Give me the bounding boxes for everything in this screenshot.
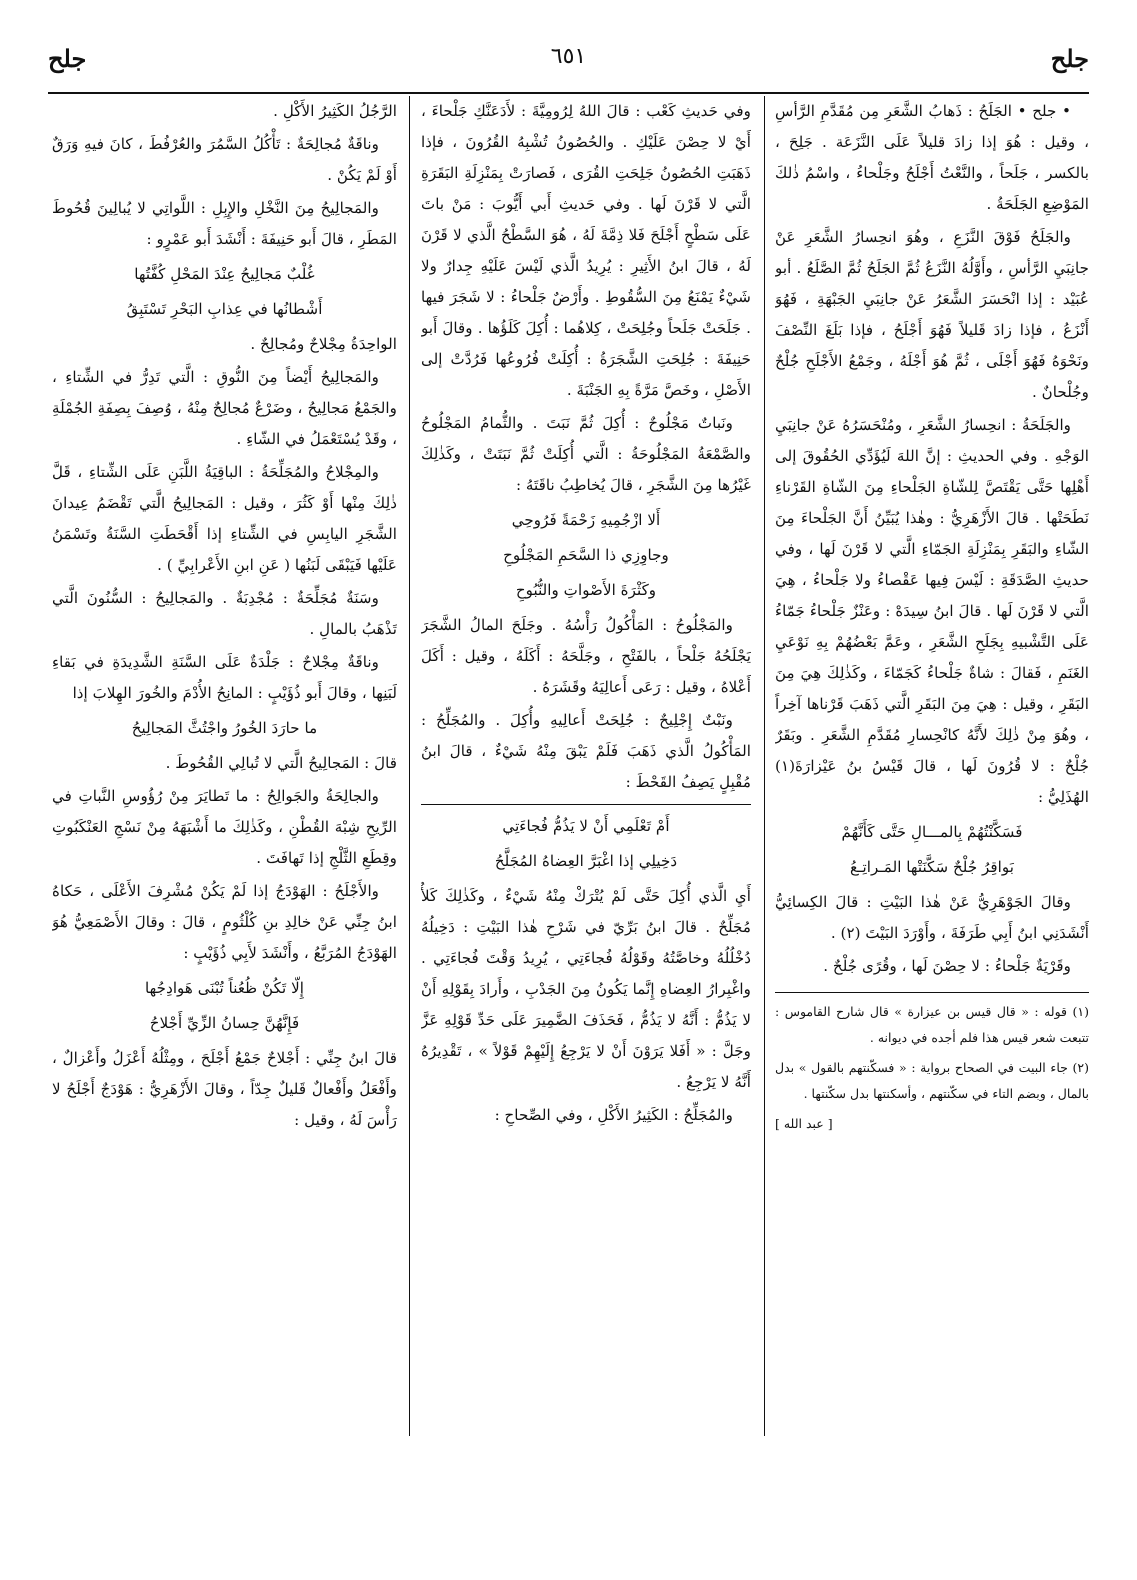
verse-line: بَواقِرُ جُلْحٌ سَكَّنَتْها المَـراتِـعُ: [850, 858, 1014, 876]
verse-line: أَلا ازْجُمِيهِ زَحْمَةً فَرُوحِي: [511, 511, 661, 529]
header-rule: [48, 92, 1089, 94]
paragraph: • جلح • الجَلَحُ : ذَهابُ الشَّعَرِ مِن مُقَدَّمِ الرَّأسِ ، وقيل : هُوَ إذا زادَ قليلاً عَلَى النَّزَعَة . جَلِحَ ، بالكسر ، جَلَحاً ، والنَّعْتُ أَجْلَحُ وجَلْحاءُ ، واسْمُ ذٰلكَ المَوْضِعِ الجَلَحَةُ .: [775, 102, 1089, 213]
paragraph: وقَرْيَةٌ جَلْحاءُ : لا حِصْنَ لَها ، وقُرًى جُلْحٌ .: [823, 957, 1071, 975]
paragraph: والأَجْلَحُ : الهَوْدَجُ إذا لَمْ يَكُنْ مُشْرِفَ الأَعْلَى ، حَكاهُ ابنُ جِنِّي عَنْ خالِدِ بنِ كُلْثُومٍ ، قالَ : وقالَ الأَصْمَعِيُّ هُوَ الهَوْدَجُ المُرَبَّعُ ، وأَنْشَدَ لأَبِي ذُؤَيْبٍ :: [52, 882, 397, 962]
paragraph: وسَنَةٌ مُجَلِّحَةٌ : مُجْدِبَةٌ . والمَجالِيحُ : السُّنُونَ الَّتي تَذْهَبُ بالمالِ .: [52, 589, 397, 638]
verse-line: ما حارَدَ الخُورُ واجْتُثَّ المَجالِيحُ: [131, 719, 318, 737]
running-head-left: جلح: [48, 44, 87, 73]
footnote: (٢) جاء البيت في الصحاح برواية : « فسكّنتهم بالقول » بدل بالمال ، وبضم التاء في سكّنتهم ، وأسكنتها بدل سكّنتها .: [775, 1060, 1089, 1101]
verse-line: غُلْبٌ مَجالِيحُ عِنْدَ المَحْلِ كُفَّتُها: [134, 265, 315, 283]
paragraph: والجَلَحَةُ : انحِسارُ الشَّعَرِ ، ومُنْحَسَرُهُ عَنْ جانِبَيِ الوَجْهِ . وفي الحديثِ : إنَّ اللهَ لَيُؤَدِّي الحُقُوقَ إلى أَهْلِها حَتَّى يَقْتَصَّ لِلشّاةِ الجَلْحاءِ مِنَ الشّاةِ القَرْناءِ نَطَحَتْها . قالَ الأَزْهَرِيُّ : وهٰذا يُبَيِّنُ أَنَّ الجَلْحاءَ مِنَ الشّاءِ والبَقَرِ بِمَنْزِلَةِ الجَمّاءِ الَّتي لا قَرْنَ لَها ، وفي حديثِ الصَّدَقَةِ : لَيْسَ فِيها عَقْصاءُ ولا جَلْحاءُ ، هِيَ الَّتي لا قَرْنَ لَها . قالَ ابنُ سِيدَهْ : وعَنْزٌ جَلْحاءُ جَمّاءُ عَلَى التَّشْبيهِ بِجَلَحِ الشَّعَرِ ، وعَمَّ بَعْضُهُمْ بِهِ نَوْعَيِ الغَنَمِ ، فَقالَ : شاةٌ جَلْحاءُ كَجَمّاءَ ، وكَذٰلِكَ هِيَ مِنَ البَقَرِ ، وقيل : هِيَ مِنَ البَقَرِ الَّتي ذَهَبَ قَرْناها آخِراً ، وهُوَ مِنْ ذٰلِكَ لأَنَّهُ كانْحِسارِ مُقَدَّمِ الشَّعَرِ . وبَقَرٌ جُلْحٌ : لا قُرُونَ لَها ، قالَ قَيْسُ بنُ عَيْزارَةَ(١) الهُذَلِيُّ :: [775, 416, 1089, 806]
verse-line: أَشْطانُها في عِذابِ البَحْرِ تَسْتَبِقُ: [126, 300, 323, 318]
paragraph: ونَبْتٌ إِجْلِيحٌ : جُلِحَتْ أَعالِيهِ وأُكِلَ . والمُجَلِّحُ : المَأْكُولُ الَّذي ذَهَبَ فَلَمْ يَبْقَ مِنْهُ شَيْءٌ ، قالَ ابنُ مُقْبِلٍ يَصِفُ القَحْطَ :: [421, 711, 751, 791]
paragraph: والمَجْلُوحُ : المَأْكُولُ رَأْسُهُ . وجَلَحَ المالُ الشَّجَرَ يَجْلَحُهُ جَلْحاً ، بالفَتْحِ ، وجَلَّحَهُ : أَكَلَهُ ، وقيل : أَكَلَ أَعْلاهُ ، وقيل : رَعَى أَعالِيَهُ وقَشَرَهُ .: [421, 616, 751, 696]
running-head-right: جلح: [1050, 44, 1089, 73]
verse-line: فَإِنَّهُنَّ حِسانُ الزِّيِّ أَجْلاحُ: [149, 1014, 300, 1032]
paragraph: والمُجَلِّحُ : الكَثِيرُ الأَكْلِ ، وفي الصِّحاحِ :: [494, 1106, 733, 1124]
verse-line: أَمْ تَعْلَمِي أَنْ لا يَذُمُّ فُجاءَتِي: [502, 817, 670, 835]
paragraph: الرَّجُلُ الكَثِيرُ الأَكْلِ .: [273, 102, 397, 120]
verse-line: دَخِيلِي إذا اغْبَرَّ العِضاهُ المُجَلَّحُ: [494, 852, 678, 870]
paragraph: والمَجالِيحُ أَيْضاً مِنَ النُّوقِ : الَّتي تَدِرُّ في الشِّتاءِ ، والجَمْعُ مَجالِيحُ ، وضَرْعٌ مُجالِحٌ مِنْهُ ، وُصِفَ بِصِفَةِ الجُمْلَةِ ، وقَدْ يُسْتَعْمَلُ في الشّاءِ .: [52, 368, 397, 448]
paragraph: وقالَ الجَوْهَرِيُّ عَنْ هٰذا البَيْتِ : قالَ الكِسائِيُّ أَنْشَدَنِي ابنُ أَبِي طَرَفَةَ ، وأَوْرَدَ البَيْتَ (٢) .: [775, 893, 1089, 942]
column-divider: [409, 96, 410, 1436]
editor-signature: [ عبد الله ]: [775, 1116, 833, 1131]
verse-line: فَسَكَّنْتُهُمْ بِالمـــالِ حَتَّى كَأَنَّهُمْ: [841, 823, 1023, 841]
column-divider: [764, 96, 765, 1436]
paragraph: وفي حَديثِ كَعْب : قالَ اللهُ لِرُومِيَّةَ : لأَدَعَنَّكِ جَلْحاءَ ، أَيْ لا حِصْنَ عَلَيْكِ . والحُصُونُ تُشْبِهُ القُرُونَ ، فإذا ذَهَبَتِ الحُصُونُ جَلِحَتِ القُرَى ، فَصارَتْ بِمَنْزِلَةِ البَقَرَةِ الَّتي لا قَرْنَ لَها . وفي حَديثِ أَبي أَيُّوبَ : مَنْ باتَ عَلَى سَطْحٍ أَجْلَحَ فَلا ذِمَّةَ لَهُ ، هُوَ السَّطْحُ الَّذي لا قَرْنَ لَهُ ، قالَ ابنُ الأَثِيرِ : يُرِيدُ الَّذي لَيْسَ عَلَيْهِ جِدارٌ ولا شَيْءٌ يَمْنَعُ مِنَ السُّقُوطِ . وأَرْضٌ جَلْحاءُ : لا شَجَرَ فيها . جَلَحَتْ جَلَحاً وجُلِحَتْ ، كِلاهُما : أُكِلَ كَلَؤُها . وقالَ أَبو حَنِيفَةَ : جُلِحَتِ الشَّجَرَةُ : أُكِلَتْ فُرُوعُها فَرُدَّتْ إلى الأَصْلِ ، وخَصَّ مَرَّةً بِهِ الجَنْبَةَ .: [421, 102, 751, 399]
paragraph: أَيِ الَّذي أُكِلَ حَتَّى لَمْ يُتْرَكْ مِنْهُ شَيْءٌ ، وكَذٰلِكَ كَلأٌ مُجَلِّحٌ . قالَ ابنُ بَرِّيّ في شَرْحِ هٰذا البَيْتِ : دَخِيلُهُ دُخْلُلُهُ وخاصَّتُهُ وقَوْلُهُ فُجاءَتِي ، يُرِيدُ وَقْتَ فُجاءَتِي . واغْبِرارُ العِضاهِ إِنَّما يَكُونُ مِنَ الجَدْبِ ، وأَرادَ بِقَوْلِهِ أَنْ لا يَذُمُّ : أَنَّهُ لا يَذُمُّ ، فَحَذَفَ الضَّمِيرَ عَلَى حَدِّ قَوْلِهِ عَزَّ وجَلَّ : « أَفَلا يَرَوْنَ أَنْ لا يَرْجِعُ إِلَيْهِمْ قَوْلاً » ، تَقْدِيرُهُ أَنَّهُ لا يَرْجِعُ .: [421, 887, 751, 1091]
footnote: (١) قوله : « قال قيس بن عيزارة » قال شارح القاموس : تتبعت شعر قيس هذا فلم أجده في ديوانه .: [775, 1004, 1089, 1045]
paragraph: ونَباتٌ مَجْلُوحٌ : أُكِلَ ثُمَّ نَبَتَ . والثُّمامُ المَجْلُوحُ والصَّمْعَةُ المَجْلُوحَةُ : الَّتي أُكِلَتْ ثُمَّ نَبَتَتْ ، وكَذٰلِكَ غَيْرُها مِنَ الشَّجَرِ ، قالَ يُخاطِبُ ناقَتَهُ :: [421, 414, 751, 494]
section-rule: [421, 804, 751, 805]
paragraph: والمَجالِيحُ مِنَ النَّخْلِ والإِبِلِ : اللَّواتِي لا يُبالِينَ قُحُوطَ المَطَرِ ، قالَ أَبو حَنِيفَةَ : أَنْشَدَ أَبو عَمْرٍو :: [52, 199, 397, 248]
verse-line: وكَثْرَةَ الأَصْواتِ والنُّبُوحِ: [515, 581, 657, 599]
paragraph: قالَ ابنُ جِنِّي : أَجْلاحٌ جَمْعُ أَجْلَحَ ، ومِثْلُهُ أَعْزَلُ وأَعْزالٌ ، وأَفْعَلُ وأَفْعالٌ قَليلٌ جِدّاً ، وقالَ الأَزْهَرِيُّ : هَوْدَجٌ أَجْلَحُ لا رَأْسَ لَهُ ، وقيل :: [52, 1049, 397, 1129]
footnote-rule: [775, 992, 1089, 993]
column-left: [52, 96, 397, 1476]
paragraph: الواحِدَةُ مِجْلاحٌ ومُجالِحٌ .: [250, 335, 397, 353]
paragraph: وناقَةٌ مِجْلاحٌ : جَلْدَةٌ عَلَى السَّنَةِ الشَّدِيدَةِ في بَقاءِ لَبَنِها ، وقالَ أَبو ذُؤَيْبٍ : المانِحُ الأُدْمَ والخُورَ الهِلابَ إذا: [52, 653, 397, 702]
paragraph: والمِجْلاحُ والمُجَلِّحَةُ : الباقِيَةُ اللَّبَنِ عَلَى الشِّتاءِ ، قَلَّ ذٰلِكَ مِنْها أَوْ كَثُرَ ، وقيل : المَجالِيحُ الَّتي تَقْضَمُ عِيدانَ الشَّجَرِ اليابِسِ في الشِّتاءِ إذا أَقْحَطَتِ السَّنَةُ وتَسْمَنُ عَلَيْها فَيَبْقَى لَبَنُها ( عَنِ ابنِ الأَعْرابِيِّ ) .: [52, 463, 397, 574]
paragraph: قالَ : المَجالِيحُ الَّتي لا تُبالِي القُحُوطَ .: [165, 754, 397, 772]
page-number: ٦٥١: [550, 44, 587, 69]
paragraph: والجَلَحُ فَوْقَ النَّزَعِ ، وهُوَ انحِسارُ الشَّعَرِ عَنْ جانِبَيِ الرَّأسِ ، وأَوَّلُهُ النَّزَعُ ثُمَّ الجَلَحُ ثُمَّ الصَّلَعُ . أبو عُبَيْد : إذا انْحَسَرَ الشَّعَرُ عَنْ جانِبَيِ الجَبْهَةِ ، فَهُوَ أَنْزَعُ ، فإذا زادَ قَليلاً فَهُوَ أَجْلَحُ ، فإذا بَلَغَ النِّصْفَ ونَحْوَهُ فَهُوَ أَجْلَى ، ثُمَّ هُوَ أَجْلَهُ ، وجَمْعُ الأَجْلَحِ جُلْحٌ وجُلْحانٌ .: [775, 228, 1089, 401]
verse-line: وجاوِزِي ذا السَّحَمِ المَجْلُوحِ: [503, 546, 669, 564]
footnotes: [775, 999, 1089, 1137]
column-middle: [421, 96, 751, 1476]
paragraph: وناقَةٌ مُجالِحَةٌ : تَأْكُلُ السَّمُرَ والعُرْفُطَ ، كانَ فيهِ وَرَقٌ أَوْ لَمْ يَكُنْ .: [52, 135, 397, 184]
paragraph: والجالِحَةُ والجَوالِحُ : ما تَطايَرَ مِنْ رُؤُوسِ النَّباتِ في الرِّيحِ شِبْهَ القُطْنِ ، وكَذٰلِكَ ما أَشْبَهَهُ مِنْ نَسْجِ العَنْكَبُوتِ وقِطَعِ الثَّلْجِ إذا تَهافَتَ .: [52, 787, 397, 867]
page-header: [48, 44, 1089, 88]
verse-line: إِلّا تَكُنْ ظُعُناً تُبْنَى هَوادِجُها: [145, 979, 304, 997]
column-right: [775, 96, 1089, 1476]
